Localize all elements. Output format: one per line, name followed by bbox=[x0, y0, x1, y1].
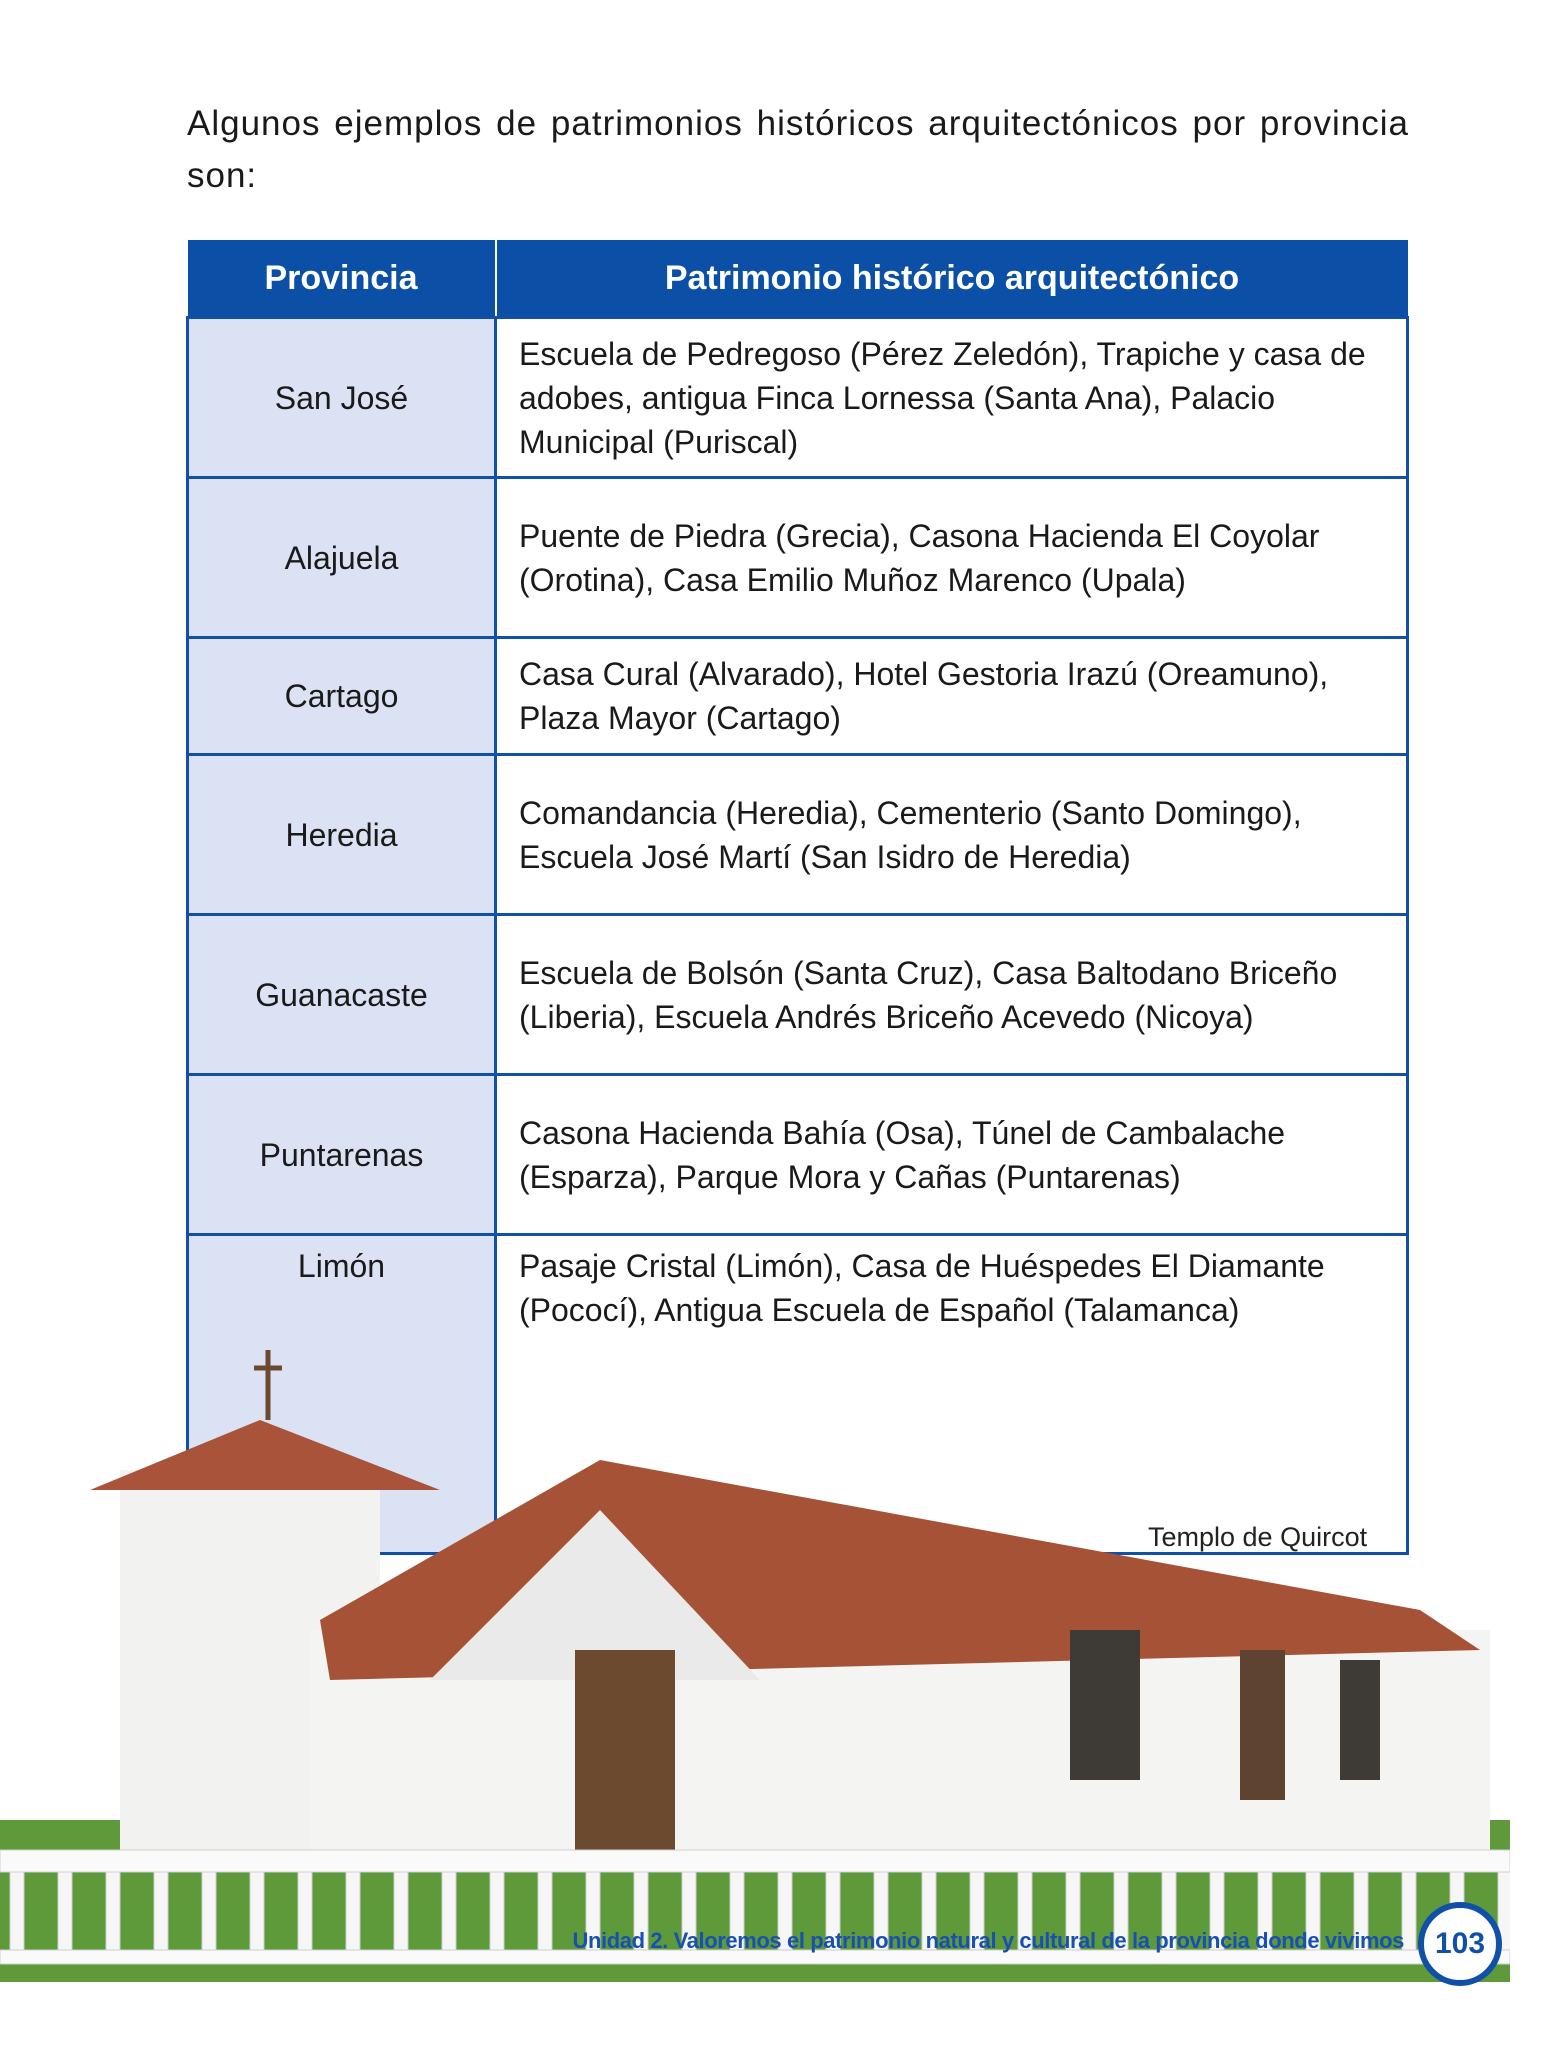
province-cell: Limón bbox=[188, 1235, 496, 1554]
header-patrimonio: Patrimonio histórico arquitectónico bbox=[496, 240, 1408, 318]
baluster bbox=[250, 1872, 264, 1950]
heritage-cell: Comandancia (Heredia), Cementerio (Santo Domingo), Escuela José Martí (San Isidro de Heredia) bbox=[496, 755, 1408, 915]
table-row bbox=[188, 318, 1408, 478]
table-row bbox=[188, 915, 1408, 1075]
photo-caption: Templo de Quircot bbox=[1148, 1522, 1368, 1552]
province-cell: Heredia bbox=[188, 755, 496, 915]
baluster bbox=[202, 1872, 216, 1950]
baluster bbox=[106, 1872, 120, 1950]
heritage-cell: Casa Cural (Alvarado), Hotel Gestoria Irazú (Oreamuno), Plaza Mayor (Cartago) bbox=[496, 638, 1408, 755]
province-cell: San José bbox=[188, 318, 496, 478]
table-row bbox=[188, 638, 1408, 755]
baluster bbox=[10, 1872, 24, 1950]
heritage-cell: Casona Hacienda Bahía (Osa), Túnel de Cambalache (Esparza), Parque Mora y Cañas (Puntarenas) bbox=[496, 1075, 1408, 1235]
baluster bbox=[394, 1872, 408, 1950]
baluster bbox=[1402, 1872, 1416, 1950]
baluster bbox=[490, 1872, 504, 1950]
province-cell: Guanacaste bbox=[188, 915, 496, 1075]
baluster bbox=[442, 1872, 456, 1950]
baluster bbox=[346, 1872, 360, 1950]
table-row bbox=[188, 1075, 1408, 1235]
province-cell: Cartago bbox=[188, 638, 496, 755]
page-number: 103 bbox=[1418, 1902, 1502, 1986]
heritage-cell: Escuela de Pedregoso (Pérez Zeledón), Trapiche y casa de adobes, antigua Finca Lornessa (Santa Ana), Palacio Municipal (Puriscal) bbox=[496, 318, 1408, 478]
intro-text: Algunos ejemplos de patrimonios históricos arquitectónicos por provincia son: bbox=[187, 104, 1409, 195]
footer-unit-title: Unidad 2. Valoremos el patrimonio natural y cultural de la provincia donde vivimos bbox=[572, 1928, 1404, 1953]
baluster bbox=[58, 1872, 72, 1950]
baluster bbox=[538, 1872, 552, 1950]
heritage-cell: Pasaje Cristal (Limón), Casa de Huéspedes El Diamante (Pococí), Antigua Escuela de Español (Talamanca) bbox=[496, 1235, 1408, 1554]
province-cell: Puntarenas bbox=[188, 1075, 496, 1235]
templo-de-quircot-photo bbox=[0, 1350, 1510, 1982]
baluster bbox=[298, 1872, 312, 1950]
heritage-cell: Puente de Piedra (Grecia), Casona Hacienda El Coyolar (Orotina), Casa Emilio Muñoz Marenco (Upala) bbox=[496, 478, 1408, 638]
table-row bbox=[188, 478, 1408, 638]
header-provincia: Provincia bbox=[188, 240, 496, 318]
heritage-cell: Escuela de Bolsón (Santa Cruz), Casa Baltodano Briceño (Liberia), Escuela Andrés Briceño Acevedo (Nicoya) bbox=[496, 915, 1408, 1075]
table-row bbox=[188, 755, 1408, 915]
baluster bbox=[154, 1872, 168, 1950]
province-cell: Alajuela bbox=[188, 478, 496, 638]
